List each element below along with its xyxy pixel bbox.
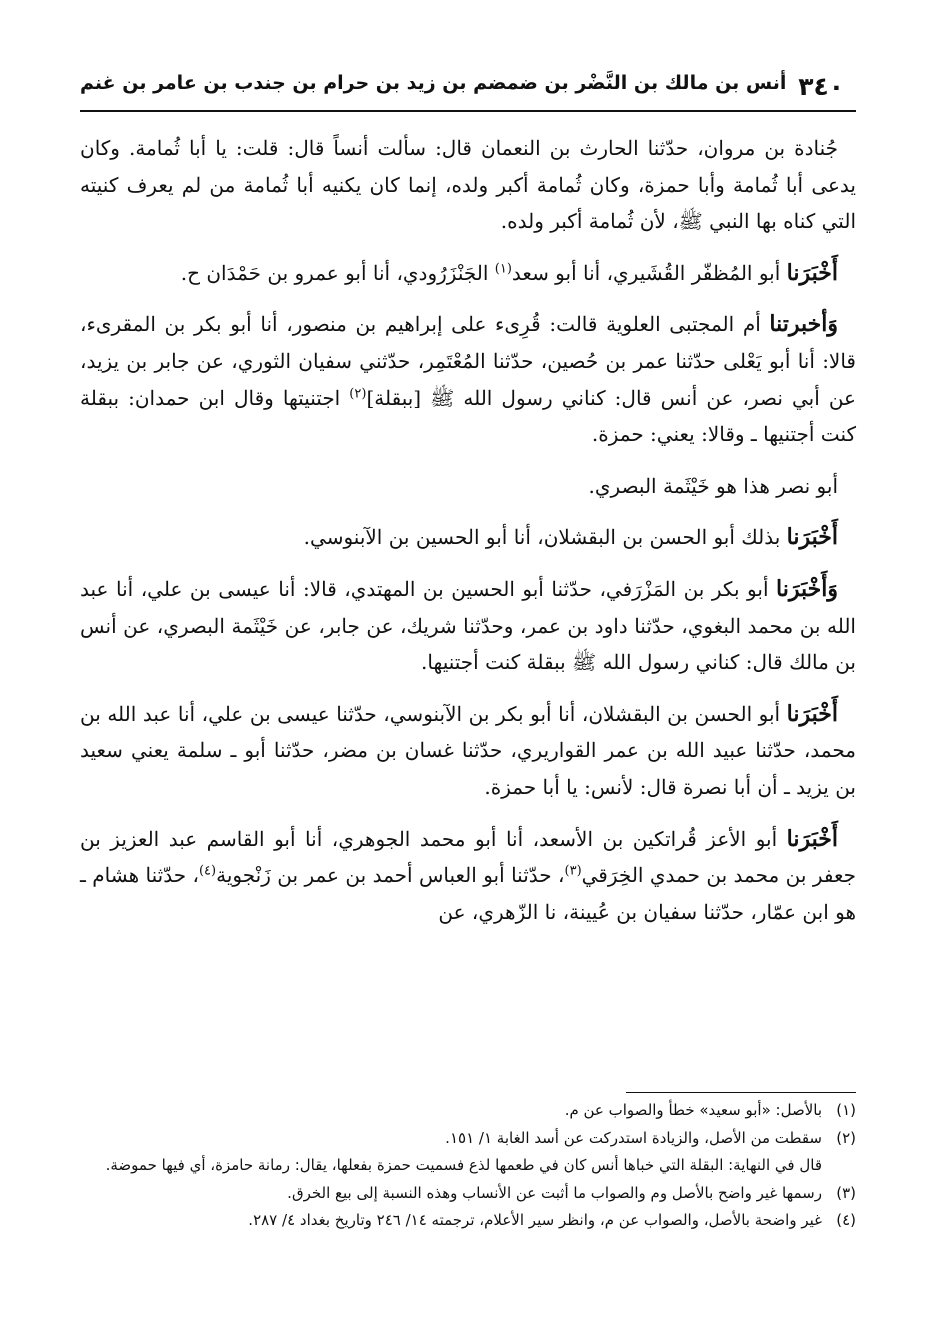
paragraph	[80, 130, 856, 240]
footnote-item	[80, 1125, 856, 1153]
footnote-number: (٢)	[836, 1128, 856, 1147]
footnote-item	[80, 1207, 856, 1235]
paragraph	[80, 696, 856, 806]
paragraph-text: ، حدّثنا أبو العباس أحمد بن عمر بن زَنْجوية	[216, 863, 565, 888]
running-title: أنس بن مالك بن النَّضْر بن ضمضم بن زيد بن حرام بن جندب بن عامر بن غنم	[80, 72, 787, 94]
footnote-reference[interactable]: (٢)	[349, 385, 367, 401]
paragraph-text: أبو الحسن بن البقشلان، أنا أبو بكر بن الآبنوسي، حدّثنا عيسى بن علي، أنا عبد الله بن محمد، حدّثنا عبيد الله بن عمر القواريري، حدّثنا غسان بن مضر، حدّثنا أبو ـ سلمة يعني سعيد بن يزيد ـ أن أبا نصرة قال: لأنس: يا أبا حمزة.	[80, 701, 856, 799]
footnote-text: سقطت من الأصل، والزيادة استدركت عن أسد الغابة ١/ ١٥١.	[445, 1128, 822, 1147]
footnote-text: بالأصل: «أبو سعيد» خطأ والصواب عن م.	[564, 1101, 822, 1119]
paragraph-text: بذلك أبو الحسن بن البقشلان، أنا أبو الحسين بن الآبنوسي.	[303, 525, 787, 550]
paragraph-text: أبو الأعز قُراتكين بن الأسعد، أنا أبو محمد الجوهري، أنا أبو القاسم عبد العزيز بن جعفر بن محمد بن حمدي الخِرَقي	[80, 826, 856, 888]
footnote-number: (١)	[836, 1101, 856, 1119]
paragraph-text: أم المجتبى العلوية قالت: قُرِىء على إبراهيم بن منصور، أنا أبو بكر بن المقرىء، قالا: أنا أبو يَعْلى حدّثنا عمر بن حُصين، حدّثنا المُعْتَمِر، حدّثني سفيان الثوري، عن جابر بن يزيد، عن أبي نصر، عن أنس قال: كناني رسول الله ﷺ [ببقلة]	[80, 312, 856, 410]
paragraph-text: أبو نصر هذا هو خَيْثَمة البصري.	[588, 473, 838, 498]
footnote-item	[80, 1097, 856, 1125]
footnote-reference[interactable]: (٤)	[198, 863, 217, 879]
paragraph-text: أبو المُظفّر القُشَيري، أنا أبو سعد	[511, 260, 787, 285]
footnote-text: غير واضحة بالأصل، والصواب عن م، وانظر سير الأعلام، ترجمته ١٤/ ٢٤٦ وتاريخ بغداد ٤/ ٢٨٧.	[248, 1211, 822, 1229]
footnotes	[80, 1097, 856, 1235]
paragraph-text: جُنادة بن مروان، حدّثنا الحارث بن النعمان قال: سألت أنساً قال: قلت: يا أبا ثُمامة. وكان يدعى أبا ثُمامة وأبا حمزة، وكان ثُمامة أكبر ولده، إنما كان يكنيه أبا ثُمامة من لم يعرف كنيته التي كناه بها النبي ﷺ، لأن ثُمامة أكبر ولده.	[80, 136, 856, 234]
page-header	[80, 60, 856, 112]
main-text	[80, 130, 856, 930]
paragraph-text: اجتنيتها وقال ابن حمدان: ببقلة كنت أجتنيها ـ وقالا: يعني: حمزة.	[80, 385, 856, 447]
paragraph	[80, 255, 856, 292]
paragraph-text: الجَنْزَرُودي، أنا أبو عمرو بن حَمْدَان ح.	[180, 260, 495, 285]
paragraph	[80, 519, 856, 556]
footnote-text: رسمها غير واضح بالأصل وم والصواب ما أثبت عن الأنساب وهذه النسبة إلى بيع الخرق.	[287, 1183, 822, 1202]
footnote-continuation: قال في النهاية: البقلة التي خباها أنس كان في طعمها لذع فسميت حمزة بفعلها، يقال: رمانة حامزة، أي فيها حموضة.	[105, 1156, 822, 1174]
footnote-number: (٣)	[836, 1183, 856, 1202]
footnote-separator	[626, 1092, 856, 1093]
paragraph-text: أبو بكر بن المَزْرَفي، حدّثنا أبو الحسين بن المهتدي، قالا: أنا عيسى بن علي، أنا عبد الله بن محمد البغوي، حدّثنا داود بن عمر، وحدّثنا شريك، عن جابر، عن خَيْثَمة البصري، عن أنس بن مالك قال: كناني رسول الله ﷺ ببقلة كنت أجتنيها.	[80, 576, 856, 675]
isnad-lead-word: أَخْبَرَنا	[786, 700, 838, 727]
footnote-number: (٤)	[836, 1211, 856, 1229]
footnote-reference[interactable]: (٣)	[564, 863, 582, 879]
paragraph	[80, 571, 856, 681]
paragraph	[80, 821, 856, 931]
isnad-lead-word: وَأَخْبَرَنا	[776, 575, 838, 602]
book-page	[80, 60, 856, 1310]
isnad-lead-word: أَخْبَرَنا	[786, 825, 838, 852]
footnote-item	[80, 1180, 856, 1208]
isnad-lead-word: أَخْبَرَنا	[786, 524, 838, 551]
paragraph	[80, 468, 856, 505]
isnad-lead-word: وَأخبرتنا	[769, 311, 838, 338]
paragraph-text: ، حدّثنا هشام ـ هو ابن عمّار، حدّثنا سفيان بن عُيينة، نا الزّهري، عن	[80, 863, 856, 924]
paragraph	[80, 306, 856, 452]
footnote-reference[interactable]: (١)	[494, 261, 512, 277]
page-number: ٣٤٠	[798, 72, 844, 101]
isnad-lead-word: أَخْبَرَنا	[786, 259, 838, 286]
